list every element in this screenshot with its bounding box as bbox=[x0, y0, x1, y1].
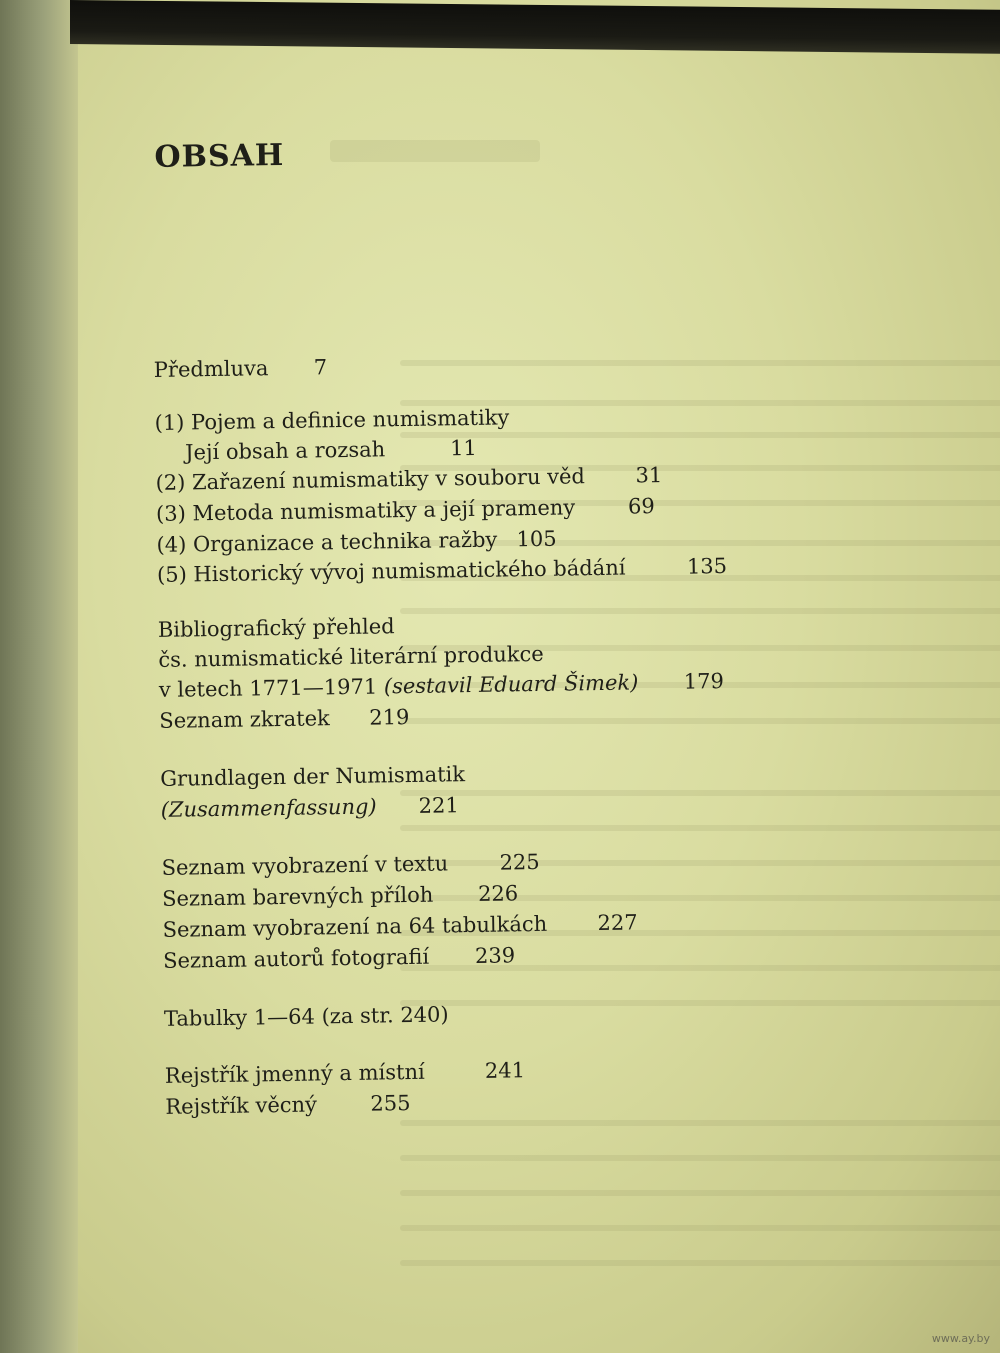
toc-entry-chapter-4 bbox=[156, 526, 557, 558]
toc-page-number: 179 bbox=[683, 669, 725, 694]
toc-entry-vyobrazeni-tabulky bbox=[162, 910, 638, 943]
toc-page-number: 105 bbox=[516, 526, 557, 552]
toc-entry-label: Seznam autorů fotografií bbox=[162, 944, 430, 973]
toc-page-number: 239 bbox=[474, 943, 516, 968]
toc-entry-label: Tabulky 1—64 (za str. 240) bbox=[163, 1002, 449, 1031]
toc-entry-chapter-5 bbox=[156, 553, 728, 588]
toc-entry-label: Seznam vyobrazení v textu bbox=[161, 851, 449, 880]
toc-page-number: 225 bbox=[499, 849, 540, 875]
toc-page-number: 255 bbox=[370, 1091, 411, 1116]
toc-entry-chapter-3 bbox=[155, 494, 655, 527]
toc-entry-zusammenfassung bbox=[160, 793, 459, 823]
toc-entry-label: Bibliografický přehled bbox=[157, 614, 395, 642]
toc-page-number: 11 bbox=[449, 435, 477, 461]
toc-entry-label: (4) Organizace a technika ražby bbox=[156, 527, 498, 557]
book-cover-edge bbox=[70, 0, 1000, 54]
page-title: OBSAH bbox=[154, 137, 285, 175]
bleed-through-line bbox=[400, 360, 1000, 366]
bleed-through-line bbox=[400, 1190, 1000, 1196]
toc-entry-label: (2) Zařazení numismatiky v souboru věd bbox=[155, 464, 586, 495]
bleed-through-line bbox=[400, 860, 1000, 866]
toc-entry-chapter-1-sub bbox=[184, 435, 477, 465]
toc-page-number: 135 bbox=[686, 553, 728, 579]
toc-entry-note: (sestavil Eduard Šimek) bbox=[383, 670, 639, 699]
watermark-text: www.ay.by bbox=[931, 1332, 990, 1345]
toc-entry-label: Její obsah a rozsah bbox=[184, 437, 386, 465]
bleed-through-line bbox=[400, 790, 1000, 796]
bleed-through-line bbox=[400, 432, 1000, 438]
toc-entry-label: Rejstřík věcný bbox=[165, 1092, 318, 1119]
toc-entry-label: Seznam vyobrazení na 64 tabulkách bbox=[162, 911, 548, 942]
toc-entry-label: Grundlagen der Numismatik bbox=[160, 762, 466, 791]
bleed-through-heading bbox=[330, 140, 540, 162]
toc-entry-label: Rejstřík jmenný a místní bbox=[164, 1059, 425, 1088]
toc-page-number: 7 bbox=[313, 355, 328, 380]
toc-entry-barevne-prilohy bbox=[161, 881, 519, 912]
toc-page-number: 69 bbox=[627, 494, 655, 519]
toc-entry-label: Předmluva bbox=[153, 356, 269, 382]
toc-entry-bibliografie-2 bbox=[158, 641, 544, 673]
toc-entry-chapter-1 bbox=[154, 404, 509, 436]
toc-entry-label: Seznam barevných příloh bbox=[161, 882, 434, 911]
bleed-through-line bbox=[400, 825, 1000, 831]
toc-entry-predmluva bbox=[153, 355, 328, 383]
toc-page-number: 227 bbox=[597, 910, 638, 936]
toc-entry-label: (1) Pojem a definice numismatiky bbox=[154, 405, 510, 435]
toc-entry-label: (Zusammenfassung) bbox=[160, 794, 377, 822]
bleed-through-line bbox=[400, 1225, 1000, 1231]
bleed-through-line bbox=[400, 718, 1000, 724]
toc-entry-zkratky bbox=[159, 704, 410, 734]
toc-entry-autori-fotografii bbox=[162, 943, 516, 974]
toc-page-number: 226 bbox=[477, 881, 519, 906]
toc-page-number: 219 bbox=[369, 704, 410, 730]
toc-entry-vyobrazeni-text bbox=[161, 849, 540, 880]
bleed-through-line bbox=[400, 1000, 1000, 1006]
bleed-through-line bbox=[400, 1155, 1000, 1161]
toc-entry-label: (3) Metoda numismatiky a její prameny bbox=[155, 495, 576, 526]
toc-page-number: 241 bbox=[484, 1058, 526, 1083]
toc-entry-label: Seznam zkratek bbox=[159, 706, 330, 733]
toc-entry-rejstrik-vecny bbox=[165, 1091, 411, 1119]
bleed-through-line bbox=[400, 608, 1000, 614]
book-spine-edge bbox=[0, 0, 78, 1353]
toc-entry-grundlagen bbox=[160, 761, 465, 792]
toc-entry-bibliografie-3 bbox=[158, 669, 725, 703]
toc-entry-bibliografie-1 bbox=[158, 613, 395, 643]
toc-entry-chapter-2 bbox=[155, 462, 663, 496]
toc-page-number: 31 bbox=[635, 462, 663, 488]
toc-entry-tabulky bbox=[164, 1001, 449, 1031]
bleed-through-line bbox=[400, 1120, 1000, 1126]
toc-page-number: 221 bbox=[418, 793, 459, 818]
bleed-through-line bbox=[400, 1260, 1000, 1266]
toc-entry-label: čs. numismatické literární produkce bbox=[158, 641, 544, 672]
toc-entry-rejstrik-jmenny bbox=[164, 1058, 526, 1089]
toc-entry-label: v letech 1771—1971 bbox=[158, 674, 378, 702]
toc-entry-label: (5) Historický vývoj numismatického bádání bbox=[156, 555, 626, 587]
